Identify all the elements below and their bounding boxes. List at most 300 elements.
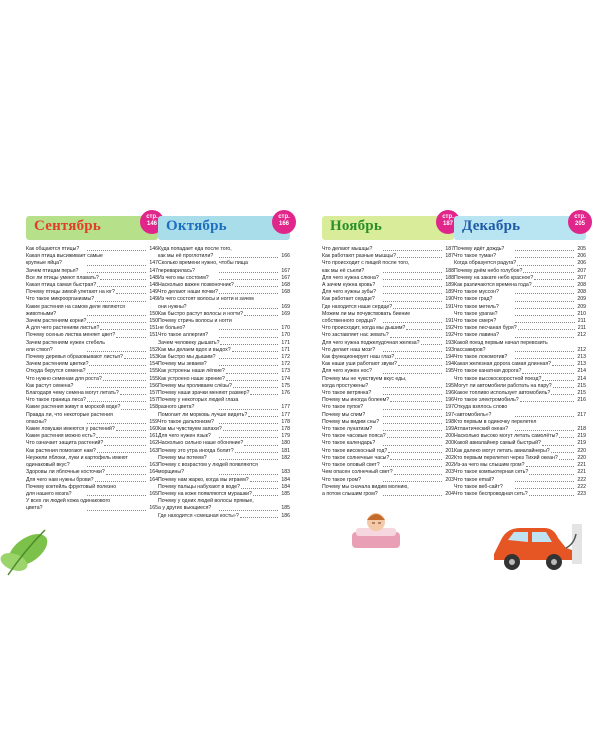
toc-entry bbox=[26, 246, 158, 253]
toc-entry-question: Какой авиалайнер самый быстрый? bbox=[454, 440, 541, 447]
toc-entry-page: 158 bbox=[149, 404, 158, 411]
toc-entry-question: Почему мы не чувствуем вкус еды, bbox=[322, 375, 407, 382]
leader-dots bbox=[95, 301, 146, 302]
leader-dots bbox=[219, 459, 279, 460]
month-header-december bbox=[454, 216, 586, 240]
leader-dots bbox=[515, 250, 575, 251]
leader-dots bbox=[233, 387, 278, 388]
toc-entry-question: Почему с возрастом у людей появляются bbox=[158, 462, 258, 469]
toc-entry bbox=[322, 275, 454, 282]
leader-dots bbox=[383, 423, 443, 424]
toc-entry-page: 187 bbox=[445, 246, 454, 252]
toc-entry-question: Как различаются времена года? bbox=[454, 282, 532, 289]
leader-dots bbox=[383, 272, 443, 273]
toc-entry-question: Почему птицы зимой улетают на юг? bbox=[26, 289, 115, 296]
leader-dots bbox=[387, 437, 443, 438]
toc-entry-question: Почему осенью листва меняет цвет? bbox=[26, 332, 116, 339]
leader-dots bbox=[240, 517, 279, 518]
leader-dots bbox=[104, 445, 146, 446]
toc-entry bbox=[158, 412, 290, 419]
leader-dots bbox=[383, 387, 443, 388]
toc-entry-question: Какая птица самая быстрая? bbox=[26, 282, 97, 289]
toc-entry-page: 148 bbox=[149, 282, 158, 289]
toc-entry bbox=[322, 397, 454, 404]
toc-entry-question: Что такое канатная дорога? bbox=[454, 368, 522, 375]
toc-entry-page: 194 bbox=[445, 361, 454, 368]
toc-entry-question: крупные яйца? bbox=[26, 260, 62, 267]
toc-entry-question: Какой поезд первым начал перевозить bbox=[454, 339, 548, 346]
toc-entry-question: Как быстро растут волосы и ногти? bbox=[158, 310, 244, 317]
toc-entry-page: 184 bbox=[281, 483, 290, 490]
toc-entry-question: Как работает сердце? bbox=[322, 296, 375, 303]
toc-entry-question: а потом слышим гром? bbox=[322, 490, 378, 497]
toc-entry-question: Какие растения живут в морской воде? bbox=[26, 404, 121, 411]
toc-entry-question: Какие растения на самом деле являются bbox=[26, 303, 125, 310]
leader-dots bbox=[383, 250, 443, 251]
toc-entry-page: 195 bbox=[445, 368, 454, 375]
toc-entry-page: 168 bbox=[281, 282, 290, 289]
toc-entry-question: пассажиров? bbox=[454, 346, 486, 353]
toc-entry-question: Помогает ли морковь лучше видеть? bbox=[158, 411, 248, 418]
badge-page: 187 bbox=[442, 221, 453, 227]
toc-entry-question: Почему наши зрачки меняют размер? bbox=[158, 390, 250, 397]
toc-entry-page: 167 bbox=[281, 267, 290, 274]
toc-entry-page: 163 bbox=[149, 462, 158, 469]
toc-entry-page: 173 bbox=[281, 368, 290, 375]
leader-dots bbox=[390, 337, 443, 338]
toc-list bbox=[454, 246, 586, 498]
toc-entry bbox=[454, 268, 586, 275]
leader-dots bbox=[383, 495, 443, 496]
toc-entry-page: 191 bbox=[445, 318, 454, 325]
leader-dots bbox=[219, 279, 279, 280]
toc-entry-page: 203 bbox=[445, 476, 454, 483]
toc-entry-page: 217 bbox=[577, 411, 586, 418]
badge-label: стр. bbox=[442, 214, 454, 220]
toc-entry-question: Почему на коже появляются мурашки? bbox=[158, 490, 252, 497]
toc-entry-page: 199 bbox=[445, 426, 454, 433]
toc-entry-question: Как далеко могут летать авиалайнеры? bbox=[454, 447, 550, 454]
toc-entry-page: 170 bbox=[281, 325, 290, 332]
toc-entry-question: Почему мы иногда болеем? bbox=[322, 397, 390, 404]
leader-dots bbox=[515, 488, 575, 489]
toc-entry-question: Зачем растениям нужен стебель bbox=[26, 339, 105, 346]
leader-dots bbox=[533, 286, 575, 287]
toc-entry-question: Откуда взялось слово bbox=[454, 404, 508, 411]
toc-entry-question: Как общаются птицы? bbox=[26, 246, 80, 252]
toc-entry bbox=[26, 455, 158, 462]
toc-entry-page: 179 bbox=[281, 433, 290, 440]
toc-entry bbox=[454, 354, 586, 361]
toc-entry-question: Сколько времени нужно, чтобы пища bbox=[158, 260, 248, 267]
toc-entry-question: Что делают наши почки? bbox=[158, 289, 218, 296]
leader-dots bbox=[97, 286, 146, 287]
leader-dots bbox=[518, 329, 575, 330]
leader-dots bbox=[515, 430, 575, 431]
toc-entry-page: 222 bbox=[577, 483, 586, 490]
toc-entry-question: Что делают мышцы? bbox=[322, 246, 373, 252]
toc-entry-page: 195 bbox=[445, 382, 454, 389]
month-title: Ноябрь bbox=[330, 218, 382, 234]
toc-column-september bbox=[26, 216, 158, 513]
leader-dots bbox=[515, 322, 575, 323]
leader-dots bbox=[534, 279, 574, 280]
leader-dots bbox=[219, 409, 279, 410]
page-badge bbox=[272, 210, 296, 234]
leader-dots bbox=[383, 301, 443, 302]
toc-entry bbox=[454, 397, 586, 404]
leader-dots bbox=[515, 315, 575, 316]
toc-entry-question: А для чего растениям листья? bbox=[26, 325, 100, 332]
toc-entry bbox=[158, 448, 290, 455]
leader-dots bbox=[219, 423, 279, 424]
toc-entry bbox=[454, 426, 586, 433]
toc-entry bbox=[26, 304, 158, 311]
toc-entry-page: 200 bbox=[445, 433, 454, 440]
leader-dots bbox=[393, 308, 442, 309]
toc-entry bbox=[322, 455, 454, 462]
leader-dots bbox=[383, 445, 443, 446]
toc-entry bbox=[158, 246, 290, 253]
toc-entry-question: Насколько высоко могут летать самолёты? bbox=[454, 433, 559, 440]
toc-entry bbox=[26, 332, 158, 339]
leader-dots bbox=[87, 272, 147, 273]
toc-entry-question: Что такое дальтонизм? bbox=[158, 418, 214, 425]
toc-entry bbox=[26, 289, 158, 296]
toc-list bbox=[158, 246, 290, 520]
toc-entry bbox=[322, 376, 454, 383]
toc-entry-page: 194 bbox=[445, 354, 454, 361]
toc-entry-question: Что такое локомотив? bbox=[454, 354, 508, 361]
toc-entry-page: 209 bbox=[577, 303, 586, 310]
toc-entry bbox=[26, 404, 158, 411]
toc-entry-question: Как работают разные мышцы? bbox=[322, 253, 396, 260]
toc-column-october bbox=[158, 216, 290, 520]
toc-entry bbox=[158, 304, 290, 311]
toc-entry-question: Что такое смерч? bbox=[454, 318, 497, 325]
toc-entry bbox=[322, 440, 454, 447]
toc-entry bbox=[322, 390, 454, 397]
toc-entry-page: 198 bbox=[445, 418, 454, 425]
toc-entry-question: Здоровы ли яблочные косточки? bbox=[26, 469, 105, 476]
toc-entry bbox=[158, 462, 290, 469]
leader-dots bbox=[520, 401, 575, 402]
leader-dots bbox=[89, 365, 146, 366]
toc-entry bbox=[158, 477, 290, 484]
toc-entry-question: Что такое лунатизм? bbox=[322, 426, 373, 433]
toc-entry-page: 206 bbox=[577, 253, 586, 260]
toc-entry-question: Что такое пупок? bbox=[322, 404, 364, 411]
toc-entry-question: Для чего нужна слюна? bbox=[322, 274, 379, 281]
toc-entry-page: 202 bbox=[445, 462, 454, 469]
toc-entry bbox=[454, 282, 586, 289]
toc-entry bbox=[26, 440, 158, 447]
leader-dots bbox=[87, 401, 147, 402]
toc-entry bbox=[158, 332, 290, 339]
leader-dots bbox=[542, 445, 574, 446]
badge-label: стр. bbox=[146, 214, 158, 220]
toc-entry bbox=[454, 383, 586, 390]
toc-entry bbox=[158, 455, 290, 462]
toc-entry-page: 180 bbox=[281, 440, 290, 447]
toc-entry-question: У всех ли людей кожа одинакового bbox=[26, 498, 111, 505]
toc-entry-question: Что нужно семенам для роста? bbox=[26, 375, 102, 382]
toc-entry-question: Что такое электромобиль? bbox=[454, 397, 519, 404]
leader-dots bbox=[529, 474, 574, 475]
toc-entry-page: 206 bbox=[577, 260, 586, 267]
toc-entry bbox=[26, 477, 158, 484]
toc-list bbox=[26, 246, 158, 513]
toc-entry-question: Что такое беспроводная сеть? bbox=[454, 490, 528, 497]
toc-entry-page: 213 bbox=[577, 361, 586, 368]
leader-dots bbox=[383, 394, 443, 395]
leader-dots bbox=[383, 481, 443, 482]
badge-page: 166 bbox=[278, 221, 289, 227]
toc-entry-page: 152 bbox=[149, 346, 158, 353]
toc-entry-question: Почему днём небо голубое? bbox=[454, 267, 523, 274]
toc-entry-question: Какое топливо использует автомобиль? bbox=[454, 390, 551, 397]
toc-entry bbox=[158, 325, 290, 332]
month-title: Октябрь bbox=[166, 218, 227, 234]
toc-entry bbox=[26, 484, 158, 491]
toc-entry bbox=[158, 253, 290, 260]
toc-entry-question: Какая железная дорога самая длинная? bbox=[454, 361, 552, 368]
toc-entry bbox=[26, 376, 158, 383]
toc-entry-page: 160 bbox=[149, 426, 158, 433]
toc-entry-page: 205 bbox=[577, 246, 586, 252]
leader-dots bbox=[390, 459, 442, 460]
toc-entry bbox=[322, 318, 454, 325]
toc-entry bbox=[26, 260, 158, 267]
toc-entry bbox=[158, 361, 290, 368]
toc-entry-page: 186 bbox=[281, 512, 290, 519]
toc-entry-question: Что такое календарь? bbox=[322, 440, 376, 447]
toc-entry bbox=[158, 498, 290, 505]
toc-entry bbox=[322, 383, 454, 390]
leader-dots bbox=[388, 452, 442, 453]
toc-entry-question: Почему мы видим сны? bbox=[322, 418, 380, 425]
toc-entry-page: 215 bbox=[577, 382, 586, 389]
toc-entry-page: 181 bbox=[281, 447, 290, 454]
toc-entry-page: 162 bbox=[149, 440, 158, 447]
toc-entry bbox=[322, 361, 454, 368]
toc-entry-question: Что такое оловый свет? bbox=[322, 462, 380, 469]
toc-entry-question: Для чего нужен язык? bbox=[158, 433, 211, 440]
month-header-october bbox=[158, 216, 290, 240]
toc-entry-question: для нашего мозга? bbox=[26, 490, 72, 497]
toc-entry-page: 223 bbox=[577, 490, 586, 497]
sleeping-child-icon bbox=[350, 508, 402, 550]
leader-dots bbox=[248, 416, 278, 417]
leader-dots bbox=[219, 358, 279, 359]
toc-entry bbox=[26, 419, 158, 426]
toc-entry bbox=[454, 361, 586, 368]
toc-entry-page: 207 bbox=[577, 267, 586, 274]
leader-dots bbox=[235, 452, 279, 453]
toc-entry bbox=[158, 347, 290, 354]
toc-entry bbox=[322, 347, 454, 354]
toc-entry bbox=[322, 311, 454, 318]
toc-entry bbox=[26, 354, 158, 361]
leader-dots bbox=[523, 272, 574, 273]
toc-entry-question: Как мы чувствуем запахи? bbox=[158, 426, 222, 433]
toc-entry-question: Что такое ураган? bbox=[454, 310, 498, 317]
toc-entry-page: 183 bbox=[281, 469, 290, 476]
toc-entry bbox=[158, 484, 290, 491]
toc-entry bbox=[158, 513, 290, 520]
leader-dots bbox=[100, 329, 146, 330]
leader-dots bbox=[116, 430, 147, 431]
toc-entry-page: 203 bbox=[445, 469, 454, 476]
leader-dots bbox=[515, 358, 575, 359]
leader-dots bbox=[406, 329, 442, 330]
toc-entry bbox=[454, 484, 586, 491]
toc-entry-page: 159 bbox=[149, 418, 158, 425]
toc-entry bbox=[26, 368, 158, 375]
toc-entry-page: 150 bbox=[149, 310, 158, 317]
toc-entry bbox=[158, 311, 290, 318]
toc-entry-question: Почему нам жарко, когда мы играем? bbox=[158, 476, 249, 483]
toc-entry-question: «автомобиль»? bbox=[454, 411, 492, 418]
toc-entry bbox=[454, 318, 586, 325]
toc-entry bbox=[158, 296, 290, 303]
toc-entry bbox=[26, 325, 158, 332]
month-title: Сентябрь bbox=[34, 218, 101, 234]
toc-entry-page: 169 bbox=[281, 310, 290, 317]
leader-dots bbox=[219, 365, 279, 366]
toc-entry-question: Почему у некоторых людей глаза bbox=[158, 397, 239, 404]
toc-entry-question: не больно? bbox=[158, 325, 186, 332]
toc-entry-page: 166 bbox=[281, 253, 290, 260]
leader-dots bbox=[223, 430, 279, 431]
toc-entry-question: Какая птица высиживает самые bbox=[26, 253, 103, 260]
leader-dots bbox=[515, 351, 575, 352]
leader-dots bbox=[241, 488, 278, 489]
toc-entry-page: 150 bbox=[149, 318, 158, 325]
toc-entry-question: Что означает защита растений? bbox=[26, 440, 104, 447]
toc-entry-question: Что такое гром? bbox=[322, 476, 361, 483]
leader-dots bbox=[394, 474, 443, 475]
leader-dots bbox=[542, 380, 574, 381]
toc-entry-question: Насколько важен позвоночник? bbox=[158, 282, 234, 289]
toc-entry-page: 211 bbox=[577, 318, 586, 325]
month-title: Декабрь bbox=[462, 218, 521, 234]
toc-entry-question: они нужны? bbox=[158, 303, 187, 310]
toc-entry-page: 220 bbox=[577, 447, 586, 454]
page-badge bbox=[568, 210, 592, 234]
toc-entry-page: 197 bbox=[445, 411, 454, 418]
toc-entry-page: 218 bbox=[577, 426, 586, 433]
badge-page: 146 bbox=[146, 221, 157, 227]
toc-entry-question: Что такое солнечные часы? bbox=[322, 454, 390, 461]
toc-entry bbox=[454, 477, 586, 484]
toc-entry-page: 174 bbox=[281, 375, 290, 382]
toc-entry-question: Что такое высокоскоростной поезд? bbox=[454, 375, 542, 382]
toc-entry-page: 208 bbox=[577, 282, 586, 289]
toc-entry-question: Для чего нам нужны брови? bbox=[26, 476, 94, 483]
leader-dots bbox=[383, 286, 443, 287]
toc-entry-question: разного цвета? bbox=[158, 404, 195, 411]
toc-entry bbox=[454, 390, 586, 397]
toc-entry-page: 215 bbox=[577, 390, 586, 397]
toc-entry-question: Что делает наш мозг? bbox=[322, 346, 376, 353]
toc-entry-question: Зачем человеку дышать? bbox=[158, 339, 220, 346]
toc-entry-question: Как устроено наше зрение? bbox=[158, 375, 225, 382]
toc-entry-question: Для чего нужен нос? bbox=[322, 368, 372, 375]
toc-entry bbox=[158, 318, 290, 325]
toc-entry bbox=[26, 340, 158, 347]
leader-dots bbox=[383, 409, 443, 410]
toc-entry bbox=[322, 426, 454, 433]
toc-entry-page: 201 bbox=[445, 447, 454, 454]
toc-entry bbox=[26, 275, 158, 282]
toc-entry bbox=[158, 376, 290, 383]
toc-entry-question: Зачем растениям цветки? bbox=[26, 361, 89, 368]
toc-entry-page: 165 bbox=[149, 505, 158, 512]
toc-entry bbox=[322, 296, 454, 303]
toc-entry-question: Что такое часовые пояса? bbox=[322, 433, 386, 440]
toc-entry-page: 200 bbox=[445, 440, 454, 447]
toc-entry-question: Почему стричь волосы и ногти bbox=[158, 318, 232, 325]
leader-dots bbox=[219, 337, 279, 338]
leader-dots bbox=[232, 351, 279, 352]
toc-entry-question: Все ли птицы умеют плавать? bbox=[26, 274, 99, 281]
toc-entry-question: Что такое email? bbox=[454, 476, 495, 483]
toc-entry-page: 184 bbox=[281, 476, 290, 483]
toc-entry bbox=[26, 412, 158, 419]
toc-entry-page: 177 bbox=[281, 411, 290, 418]
toc-entry-page: 219 bbox=[577, 440, 586, 447]
toc-entry bbox=[26, 268, 158, 275]
leader-dots bbox=[87, 510, 147, 511]
toc-entry-question: Когда образуется радуга? bbox=[454, 260, 517, 267]
toc-entry bbox=[322, 260, 454, 267]
toc-entry-page: 177 bbox=[281, 404, 290, 411]
leader-dots bbox=[551, 394, 574, 395]
toc-entry bbox=[158, 268, 290, 275]
toc-entry bbox=[26, 448, 158, 455]
toc-entry-page: 214 bbox=[577, 375, 586, 382]
leader-dots bbox=[226, 380, 278, 381]
toc-entry-page: 209 bbox=[577, 296, 586, 303]
leader-dots bbox=[87, 250, 147, 251]
toc-entry-question: Почему мы зеваем? bbox=[158, 361, 207, 368]
toc-entry-question: Что такое микроорганизмы? bbox=[26, 296, 95, 303]
leader-dots bbox=[87, 373, 147, 374]
toc-entry bbox=[158, 275, 290, 282]
leader-dots bbox=[517, 265, 574, 266]
toc-entry-page: 149 bbox=[149, 296, 158, 303]
toc-entry bbox=[158, 404, 290, 411]
leader-dots bbox=[121, 409, 146, 410]
toc-entry-page: 221 bbox=[577, 462, 586, 469]
leader-dots bbox=[87, 315, 147, 316]
toc-entry-question: Как мы делаем вдох и выдох? bbox=[158, 346, 231, 353]
toc-entry-page: 207 bbox=[577, 274, 586, 281]
toc-entry bbox=[454, 275, 586, 282]
toc-entry-question: Что такое лавина? bbox=[454, 332, 500, 339]
leader-dots bbox=[244, 315, 278, 316]
toc-entry bbox=[322, 433, 454, 440]
toc-entry bbox=[454, 462, 586, 469]
toc-entry bbox=[454, 440, 586, 447]
toc-entry-page: 157 bbox=[149, 390, 158, 397]
toc-entry-question: а у других вьющиеся? bbox=[158, 505, 212, 512]
toc-entry bbox=[454, 296, 586, 303]
toc-entry bbox=[454, 455, 586, 462]
toc-entry-page: 171 bbox=[281, 346, 290, 353]
toc-list bbox=[322, 246, 454, 498]
